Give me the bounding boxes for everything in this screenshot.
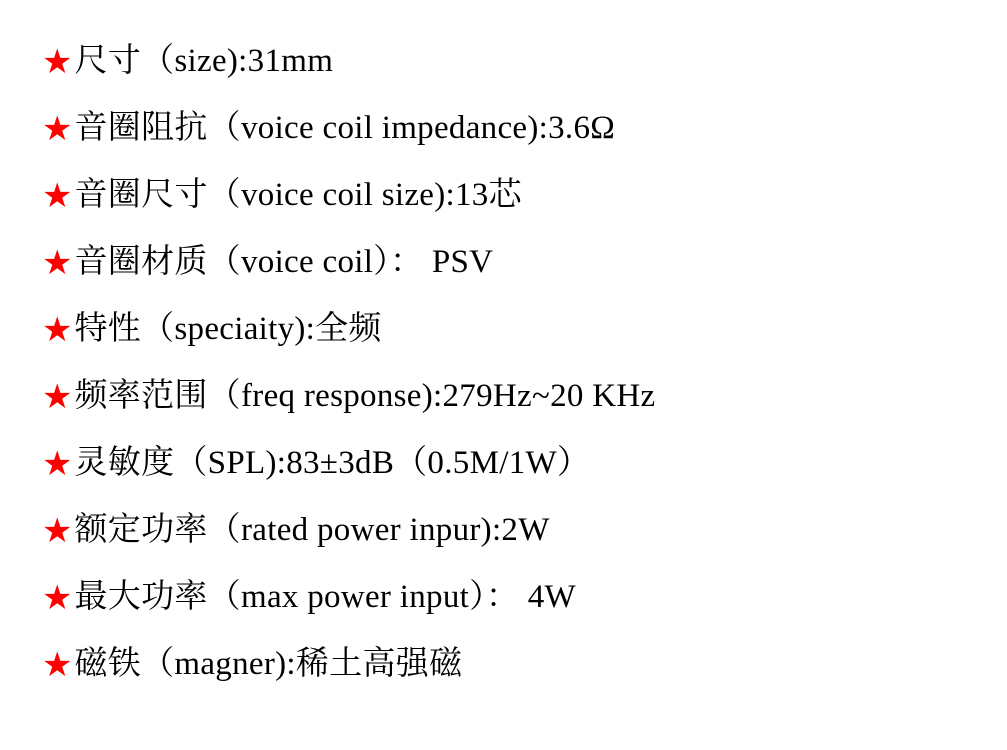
list-item (42, 101, 1007, 168)
list-item (42, 34, 1007, 101)
star-icon: ★ (42, 513, 73, 550)
list-item (42, 235, 1007, 302)
list-item (42, 302, 1007, 369)
spec-label: 灵敏度（SPL):83±3dB（0.5M/1W） (74, 445, 591, 481)
spec-label: 频率范围（freq response):279Hz~20 KHz (74, 378, 656, 414)
star-icon: ★ (42, 446, 73, 483)
spec-label: 音圈尺寸（voice coil size):13芯 (74, 177, 522, 213)
list-item (42, 503, 1007, 570)
list-item (42, 637, 1007, 704)
spec-label: 额定功率（rated power inpur):2W (74, 512, 550, 548)
spec-label: 尺寸（size):31mm (74, 43, 334, 79)
list-item (42, 570, 1007, 637)
spec-label: 特性（speciaity):全频 (74, 311, 382, 347)
list-item (42, 168, 1007, 235)
spec-label: 磁铁（magner):稀土高强磁 (74, 646, 463, 682)
spec-label: 音圈阻抗（voice coil impedance):3.6Ω (74, 110, 616, 146)
list-item (42, 436, 1007, 503)
star-icon: ★ (42, 44, 73, 81)
spec-label: 最大功率（max power input）： 4W (74, 579, 577, 615)
star-icon: ★ (42, 178, 73, 215)
star-icon: ★ (42, 111, 73, 148)
star-icon: ★ (42, 647, 73, 684)
star-icon: ★ (42, 245, 73, 282)
spec-label: 音圈材质（voice coil）： PSV (74, 244, 494, 280)
star-icon: ★ (42, 379, 73, 416)
star-icon: ★ (42, 580, 73, 617)
star-icon: ★ (42, 312, 73, 349)
list-item (42, 369, 1007, 436)
